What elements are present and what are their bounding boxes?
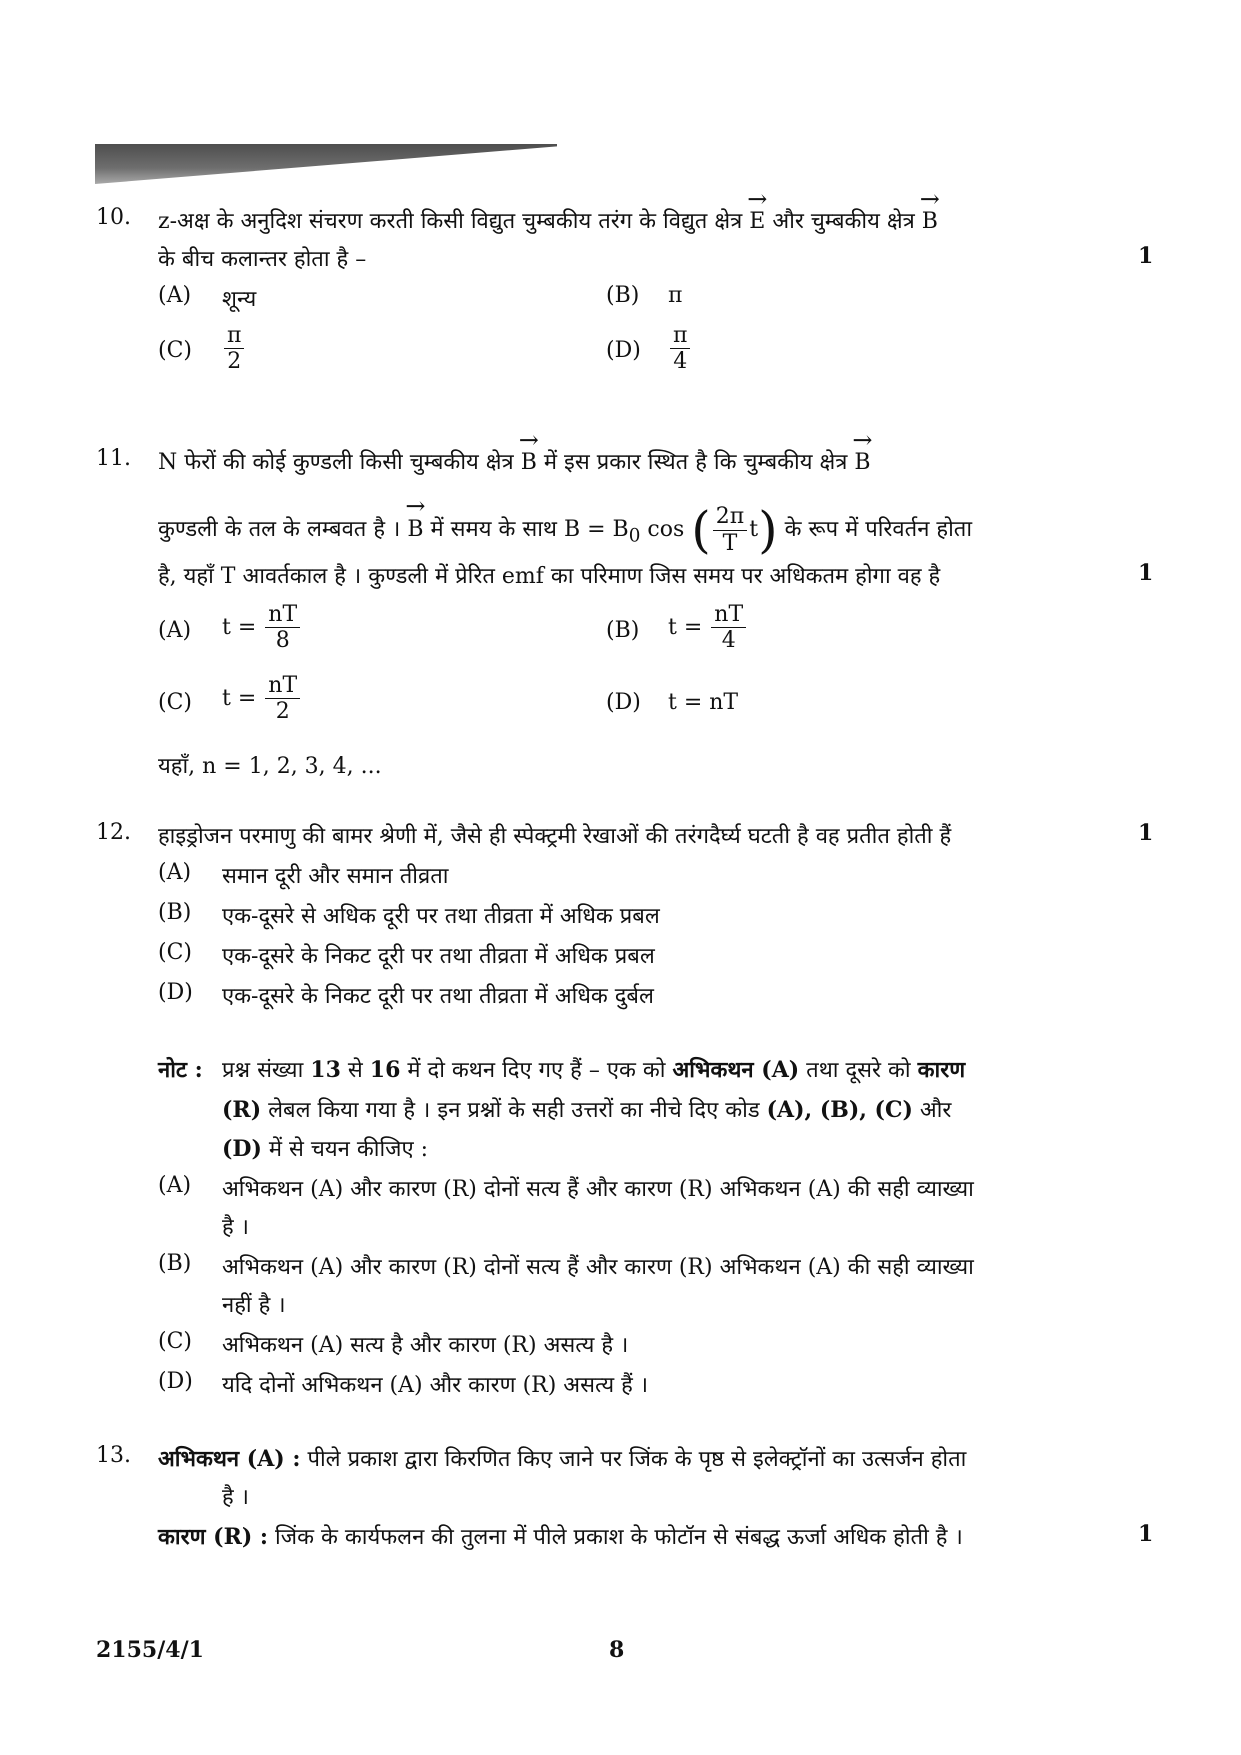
q10-number: 10. (96, 205, 131, 230)
note-label: नोट : (158, 1057, 203, 1083)
q10-stem-line2: के बीच कलान्तर होता है – (158, 247, 367, 272)
q10-option-b-label: (B) (606, 283, 640, 308)
q11-option-a: t = $\frac{nT}{8}$ (222, 602, 302, 654)
vector-B: → B (521, 446, 537, 475)
q11-stem-line2: कुण्डली के तल के लम्बवत है । → B में समय के साथ $B = B_0$ cos ( $\frac{2\pi}{T}$ t) के रूप में परिवर्तन होता (158, 496, 972, 566)
q11-marks: 1 (1138, 560, 1154, 586)
q12-option-c: एक-दूसरे के निकट दूरी पर तथा तीव्रता में अधिक प्रबल (222, 944, 655, 969)
note-option-b-label: (B) (158, 1251, 192, 1276)
q11-option-b: t = $\frac{nT}{4}$ (668, 602, 748, 654)
q10-option-a-label: (A) (158, 283, 192, 308)
q12-marks: 1 (1138, 820, 1154, 846)
q11-option-b-label: (B) (606, 618, 640, 643)
q11-option-c: t = $\frac{nT}{2}$ (222, 673, 302, 725)
q12-option-a: समान दूरी और समान तीव्रता (222, 864, 449, 889)
note-line3: (D) में से चयन कीजिए : (222, 1136, 429, 1162)
q10-option-a: शून्य (222, 287, 257, 312)
page-number: 8 (609, 1637, 625, 1663)
q11-option-a-label: (A) (158, 618, 192, 643)
q12-option-c-label: (C) (158, 940, 192, 965)
q12-number: 12. (96, 820, 131, 845)
q11-note: यहाँ, n = 1, 2, 3, 4, ... (158, 754, 382, 779)
q11-stem-line3: है, यहाँ T आवर्तकाल है । कुण्डली में प्रेरित emf का परिमाण जिस समय पर अधिकतम होगा वह है (158, 564, 941, 589)
header-bar (95, 144, 557, 184)
q11-option-c-label: (C) (158, 690, 192, 715)
q10-option-c-label: (C) (158, 338, 192, 363)
q13-reason: कारण (R) : जिंक के कार्यफलन की तुलना में पीले प्रकाश के फोटॉन से संबद्ध ऊर्जा अधिक होती है । (158, 1524, 963, 1550)
q11-option-d: t = nT (668, 690, 739, 715)
vector-E: → E (749, 205, 765, 234)
note-line2: (R) लेबल किया गया है । इन प्रश्नों के सही उत्तरों का नीचे दिए कोड (A), (B), (C) और (222, 1097, 952, 1123)
q12-option-a-label: (A) (158, 860, 192, 885)
note-option-a-line1: अभिकथन (A) और कारण (R) दोनों सत्य हैं और कारण (R) अभिकथन (A) की सही व्याख्या (222, 1177, 974, 1202)
q12-option-d: एक-दूसरे के निकट दूरी पर तथा तीव्रता में अधिक दुर्बल (222, 984, 654, 1009)
vector-B: → B (407, 496, 423, 560)
q13-number: 13. (96, 1443, 131, 1468)
note-option-a-line2: है । (222, 1215, 250, 1240)
note-option-b-line1: अभिकथन (A) और कारण (R) दोनों सत्य हैं और कारण (R) अभिकथन (A) की सही व्याख्या (222, 1255, 974, 1280)
note-option-d-label: (D) (158, 1369, 193, 1394)
paper-code: 2155/4/1 (96, 1637, 204, 1663)
q11-option-d-label: (D) (606, 690, 641, 715)
q10-marks: 1 (1138, 243, 1154, 269)
q12-option-b-label: (B) (158, 900, 192, 925)
note-option-a-label: (A) (158, 1173, 192, 1198)
q10-option-d-label: (D) (606, 338, 641, 363)
q10-option-b: π (668, 283, 683, 308)
note-option-c: अभिकथन (A) सत्य है और कारण (R) असत्य है । (222, 1333, 629, 1358)
q11-number: 11. (96, 446, 131, 471)
q13-marks: 1 (1138, 1521, 1154, 1547)
note-option-c-label: (C) (158, 1329, 192, 1354)
q10-option-c: $\frac{\pi}{2}$ (222, 323, 246, 375)
q12-stem: हाइड्रोजन परमाणु की बामर श्रेणी में, जैसे ही स्पेक्ट्रमी रेखाओं की तरंगदैर्घ्य घटती है वह प्रतीत होती हैं (158, 824, 952, 849)
vector-B: → B (854, 446, 870, 475)
note-option-d: यदि दोनों अभिकथन (A) और कारण (R) असत्य हैं । (222, 1373, 649, 1398)
q12-option-b: एक-दूसरे से अधिक दूरी पर तथा तीव्रता में अधिक प्रबल (222, 904, 660, 929)
q12-option-d-label: (D) (158, 980, 193, 1005)
q13-assertion-line2: है । (222, 1485, 250, 1510)
vector-B: → B (922, 205, 938, 234)
note-line1: प्रश्न संख्या 13 से 16 में दो कथन दिए गए हैं – एक को अभिकथन (A) तथा दूसरे को कारण (222, 1057, 966, 1083)
note-option-b-line2: नहीं है । (222, 1293, 286, 1318)
q11-stem-line1: N फेरों की कोई कुण्डली किसी चुम्बकीय क्षेत्र → B में इस प्रकार स्थित है कि चुम्बकीय क्षेत्र → B (158, 446, 871, 476)
q10-option-d: $\frac{\pi}{4}$ (668, 323, 692, 375)
q10-stem-line1: z-अक्ष के अनुदिश संचरण करती किसी विद्युत चुम्बकीय तरंग के विद्युत क्षेत्र → E और चुम्बकीय क्षेत्र → B (158, 205, 938, 235)
q13-assertion-line1: अभिकथन (A) : पीले प्रकाश द्वारा किरणित किए जाने पर जिंक के पृष्ठ से इलेक्ट्रॉनों का उत्सर्जन होता (158, 1446, 967, 1472)
